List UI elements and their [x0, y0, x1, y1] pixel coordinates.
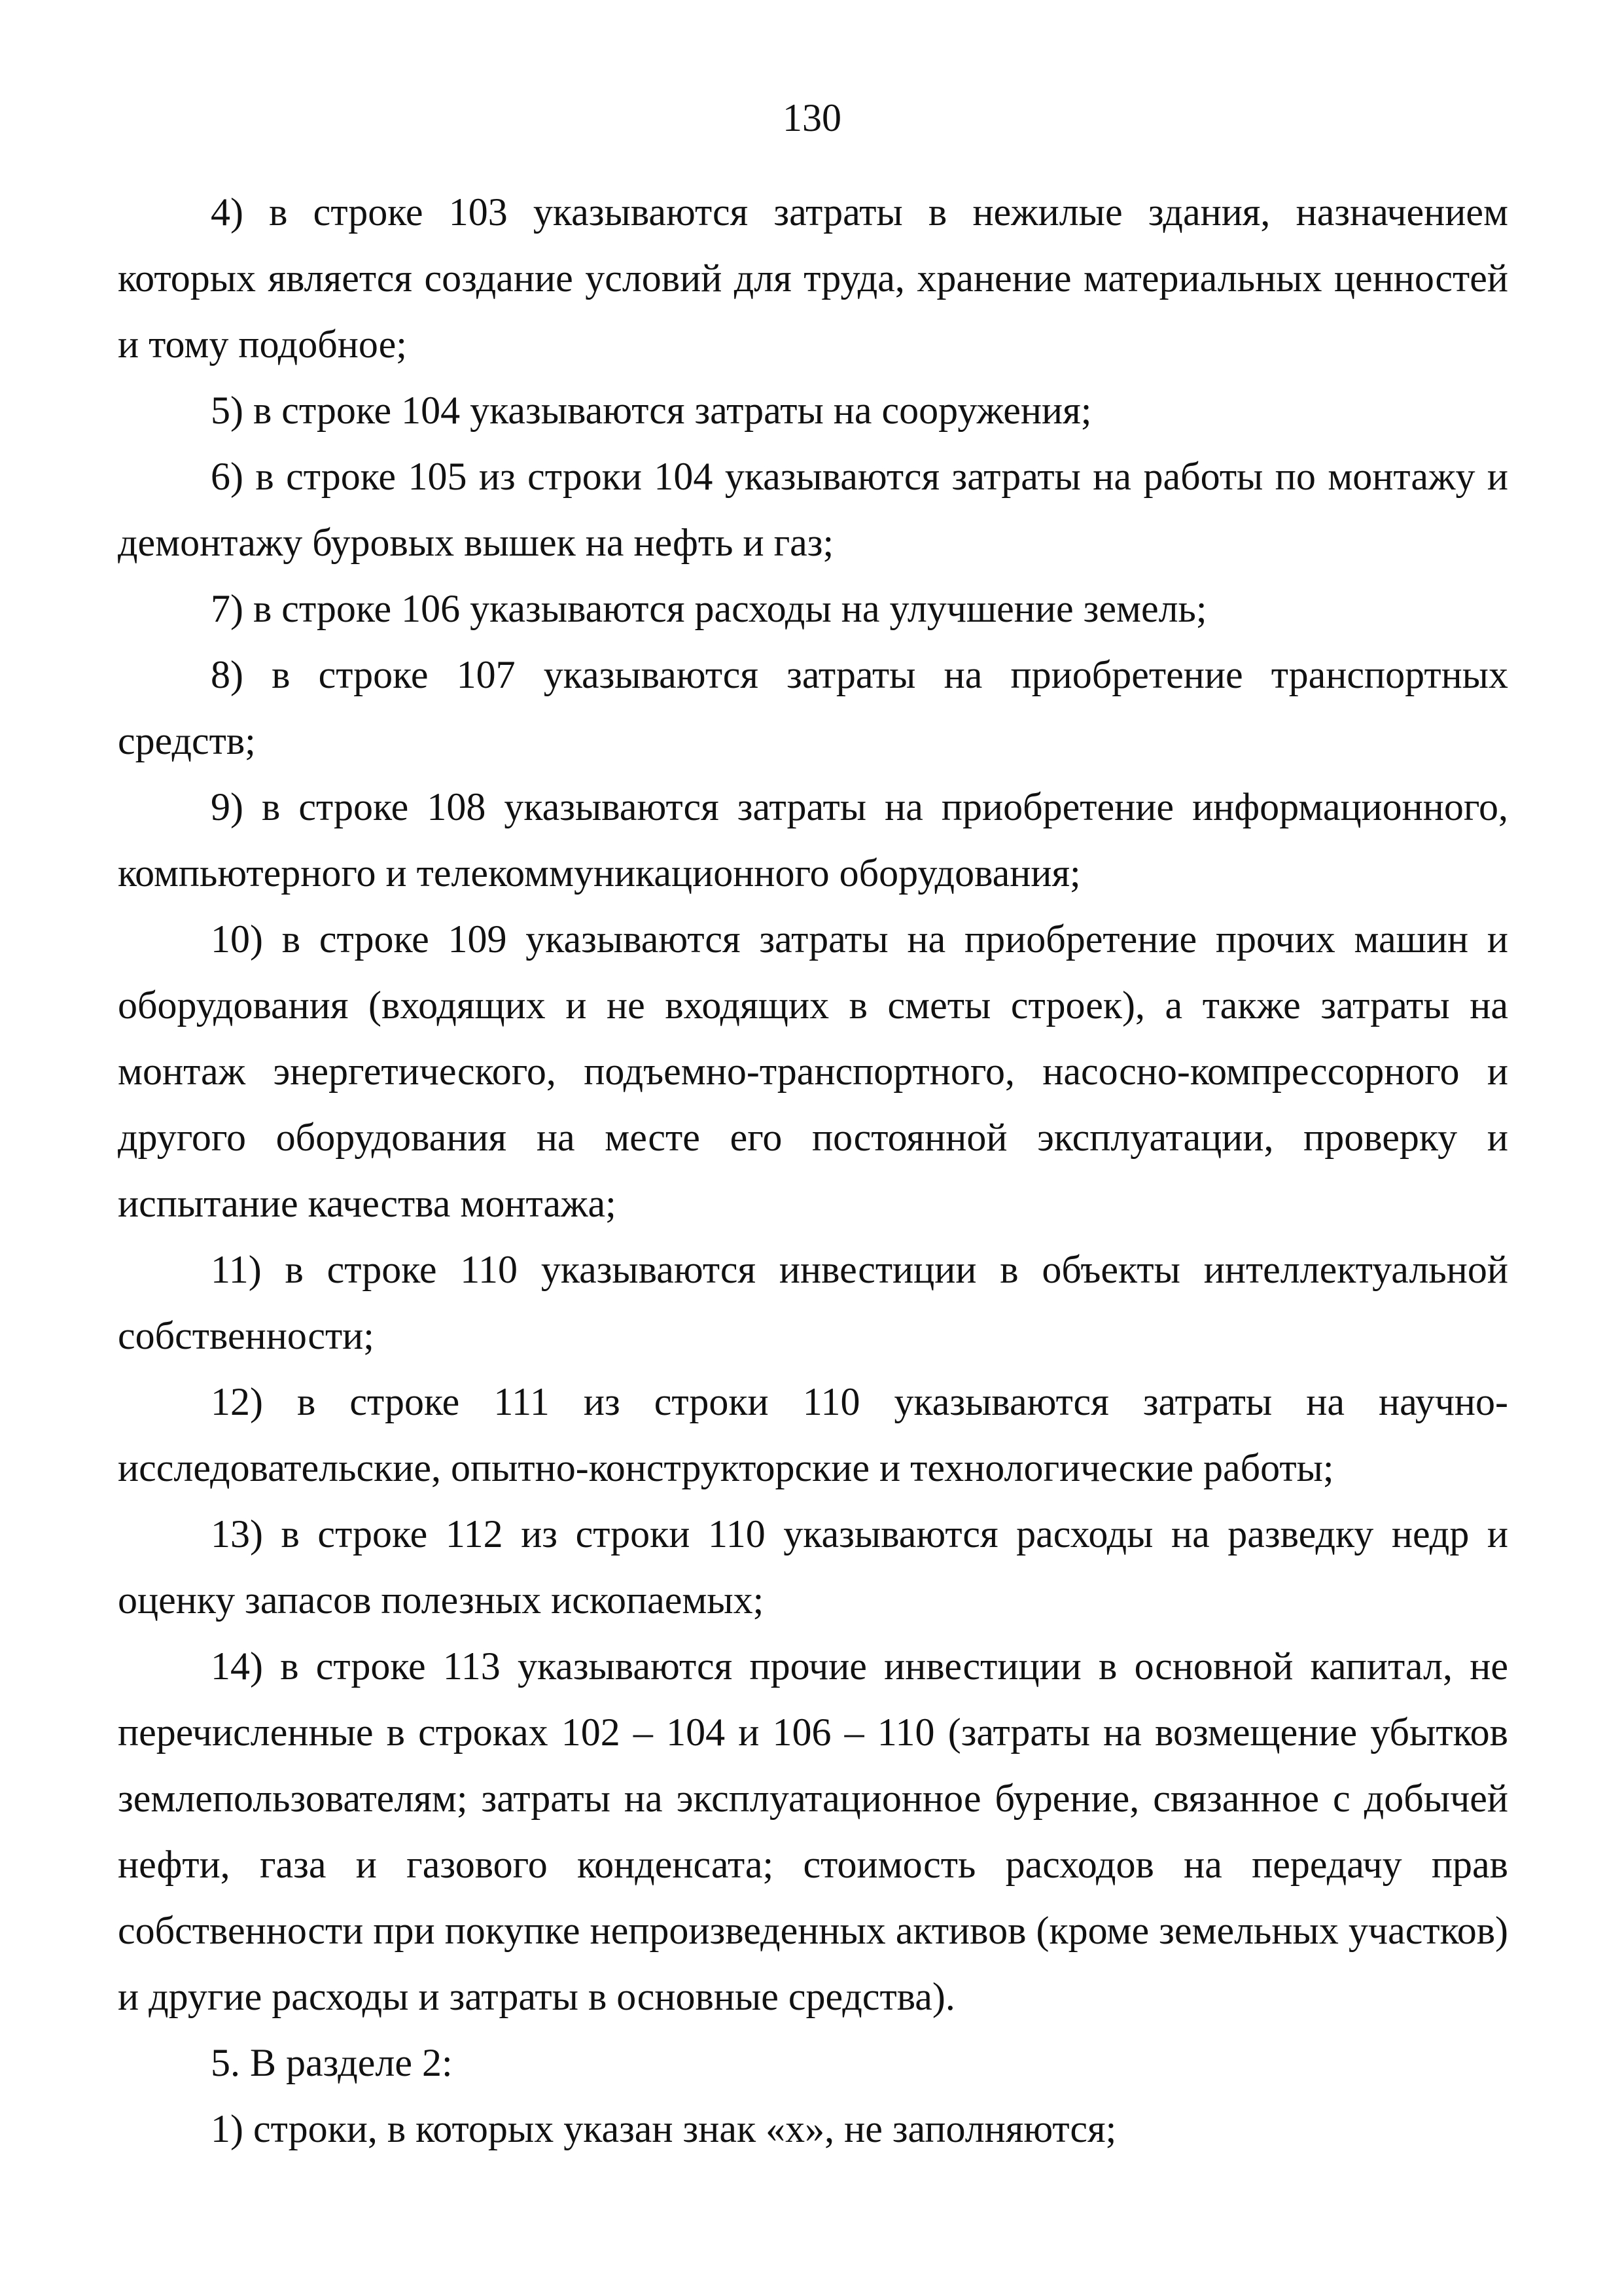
- paragraph-item-11: 11) в строке 110 указываются инвестиции в объекты интеллектуальной собственности;: [118, 1248, 1508, 1357]
- document-body: [118, 179, 1508, 2162]
- paragraph-item-10: 10) в строке 109 указываются затраты на приобретение прочих машин и оборудования (входящих и не входящих в сметы строек), а также затраты на монтаж энергетического, подъемно-транспортного, насосно-компрессорного и другого оборудования на месте его постоянной эксплуатации, проверку и испытание качества монтажа;: [118, 917, 1508, 1225]
- paragraph-item-4: 4) в строке 103 указываются затраты в нежилые здания, назначением которых является создание условий для труда, хранение материальных ценностей и тому подобное;: [118, 190, 1508, 366]
- section-heading: 5. В разделе 2:: [211, 2041, 453, 2084]
- paragraph-item-9: 9) в строке 108 указываются затраты на приобретение информационного, компьютерного и телекоммуникационного оборудования;: [118, 785, 1508, 895]
- paragraph-item-8: 8) в строке 107 указываются затраты на приобретение транспортных средств;: [118, 653, 1508, 762]
- paragraph-item-12: 12) в строке 111 из строки 110 указываются затраты на научно-исследовательские, опытно-конструкторские и технологические работы;: [118, 1380, 1508, 1489]
- paragraph-item-13: 13) в строке 112 из строки 110 указываются расходы на разведку недр и оценку запасов полезных ископаемых;: [118, 1512, 1508, 1622]
- paragraph-item-7: 7) в строке 106 указываются расходы на улучшение земель;: [211, 587, 1207, 630]
- paragraph-item-14: 14) в строке 113 указываются прочие инвестиции в основной капитал, не перечисленные в строках 102 – 104 и 106 – 110 (затраты на возмещение убытков землепользователям; затраты на эксплуатационное бурение, связанное с добычей нефти, газа и газового конденсата; стоимость расходов на передачу прав собственности при покупке непроизведенных активов (кроме земельных участков) и другие расходы и затраты в основные средства).: [118, 1645, 1508, 2018]
- page-number: 130: [783, 96, 841, 139]
- paragraph-item-5: 5) в строке 104 указываются затраты на сооружения;: [211, 389, 1092, 432]
- paragraph-item-6: 6) в строке 105 из строки 104 указываются затраты на работы по монтажу и демонтажу буровых вышек на нефть и газ;: [118, 455, 1508, 564]
- paragraph-item-1: 1) строки, в которых указан знак «х», не заполняются;: [211, 2107, 1117, 2150]
